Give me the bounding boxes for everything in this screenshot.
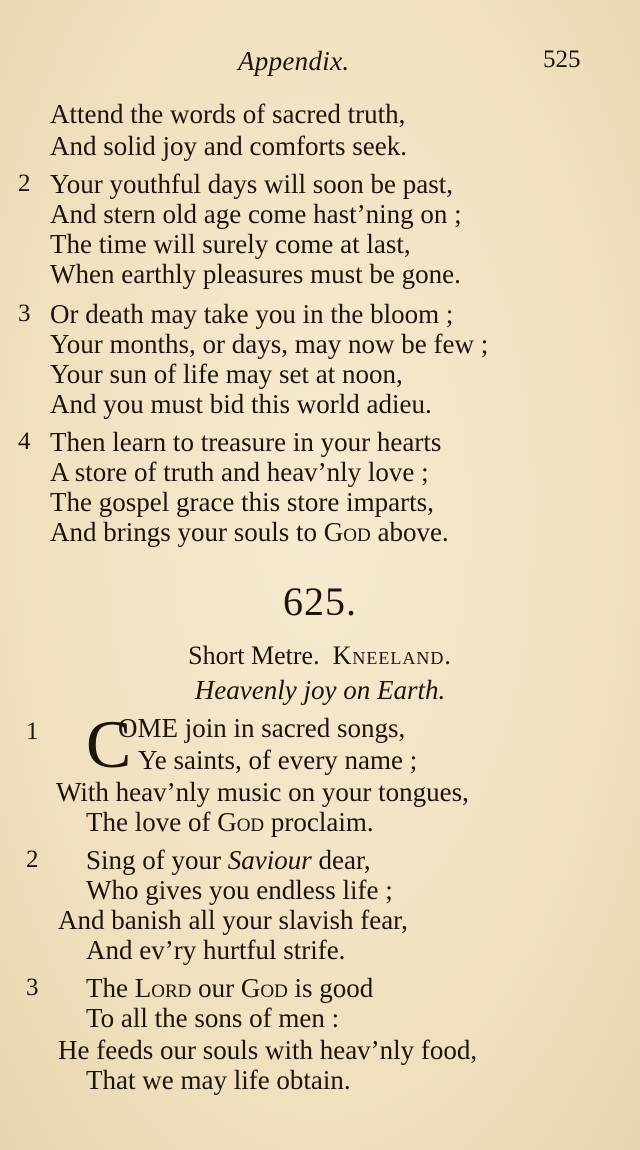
hymn-line: The time will surely come at last, bbox=[50, 229, 411, 259]
page-number: 525 bbox=[543, 46, 581, 73]
hymn-subject: Heavenly joy on Earth. bbox=[194, 675, 446, 705]
hymn-metre-tune bbox=[0, 640, 640, 672]
verse-number: 1 bbox=[26, 718, 39, 745]
hymn-line: Then learn to treasure in your hearts bbox=[50, 427, 442, 457]
hymn-line bbox=[86, 844, 371, 876]
verse-number: 3 bbox=[26, 974, 39, 1001]
hymn-line: A store of truth and heav’nly love ; bbox=[50, 457, 429, 487]
tune-name: Kneeland. bbox=[332, 641, 452, 670]
hymn-line: The gospel grace this store imparts, bbox=[50, 487, 434, 517]
hymn-line: When earthly pleasures must be gone. bbox=[50, 259, 461, 289]
hymn-line: With heav’nly music on your tongues, bbox=[56, 777, 469, 807]
divine-name: God bbox=[323, 517, 371, 547]
hymn-line: Your sun of life may set at noon, bbox=[50, 359, 403, 389]
hymn-line: Ye saints, of every name ; bbox=[138, 745, 418, 775]
line-text: The bbox=[86, 973, 135, 1003]
hymn-line: And ev’ry hurtful strife. bbox=[86, 935, 346, 965]
hymn-line: Who gives you endless life ; bbox=[86, 875, 393, 905]
verse-number: 2 bbox=[18, 170, 31, 197]
line-text: dear, bbox=[311, 845, 371, 875]
hymn-number: 625. bbox=[283, 579, 357, 624]
line-text: above. bbox=[370, 517, 449, 547]
hymn-line bbox=[86, 972, 373, 1004]
divine-name: Lord bbox=[134, 973, 192, 1003]
divine-name: God bbox=[240, 973, 288, 1003]
hymn-line: Or death may take you in the bloom ; bbox=[50, 299, 454, 329]
line-text: our bbox=[191, 973, 241, 1003]
hymn-line: And banish all your slavish fear, bbox=[58, 905, 408, 935]
line-text: is good bbox=[287, 973, 374, 1003]
page-header bbox=[0, 42, 640, 82]
verse-number: 4 bbox=[18, 428, 31, 455]
hymn-line: And solid joy and comforts seek. bbox=[50, 131, 407, 161]
hymn-line: And stern old age come hast’ning on ; bbox=[50, 199, 462, 229]
line-text: And brings your souls to bbox=[50, 517, 324, 547]
drop-cap: C bbox=[86, 706, 132, 782]
line-text: The love of bbox=[86, 807, 218, 837]
italic-word: Saviour bbox=[227, 845, 312, 875]
verse-number: 2 bbox=[26, 846, 39, 873]
line-text: Sing of your bbox=[86, 845, 228, 875]
hymn-line: Your months, or days, may now be few ; bbox=[50, 329, 489, 359]
hymn-line: He feeds our souls with heav’nly food, bbox=[58, 1035, 478, 1065]
running-head: Appendix. bbox=[238, 46, 350, 76]
hymn-line: Your youthful days will soon be past, bbox=[50, 169, 454, 199]
divine-name: God bbox=[217, 807, 265, 837]
hymn-line: That we may life obtain. bbox=[86, 1065, 351, 1095]
hymn-line: And you must bid this world adieu. bbox=[50, 389, 432, 419]
hymn-line: OME join in sacred songs, bbox=[118, 713, 406, 743]
hymn-line bbox=[50, 516, 449, 548]
metre: Short Metre. bbox=[188, 641, 320, 670]
line-text: proclaim. bbox=[264, 807, 374, 837]
hymn-line bbox=[86, 806, 374, 838]
hymn-line: Attend the words of sacred truth, bbox=[50, 99, 406, 129]
verse-number: 3 bbox=[18, 300, 31, 327]
hymn-line: To all the sons of men : bbox=[86, 1003, 340, 1033]
